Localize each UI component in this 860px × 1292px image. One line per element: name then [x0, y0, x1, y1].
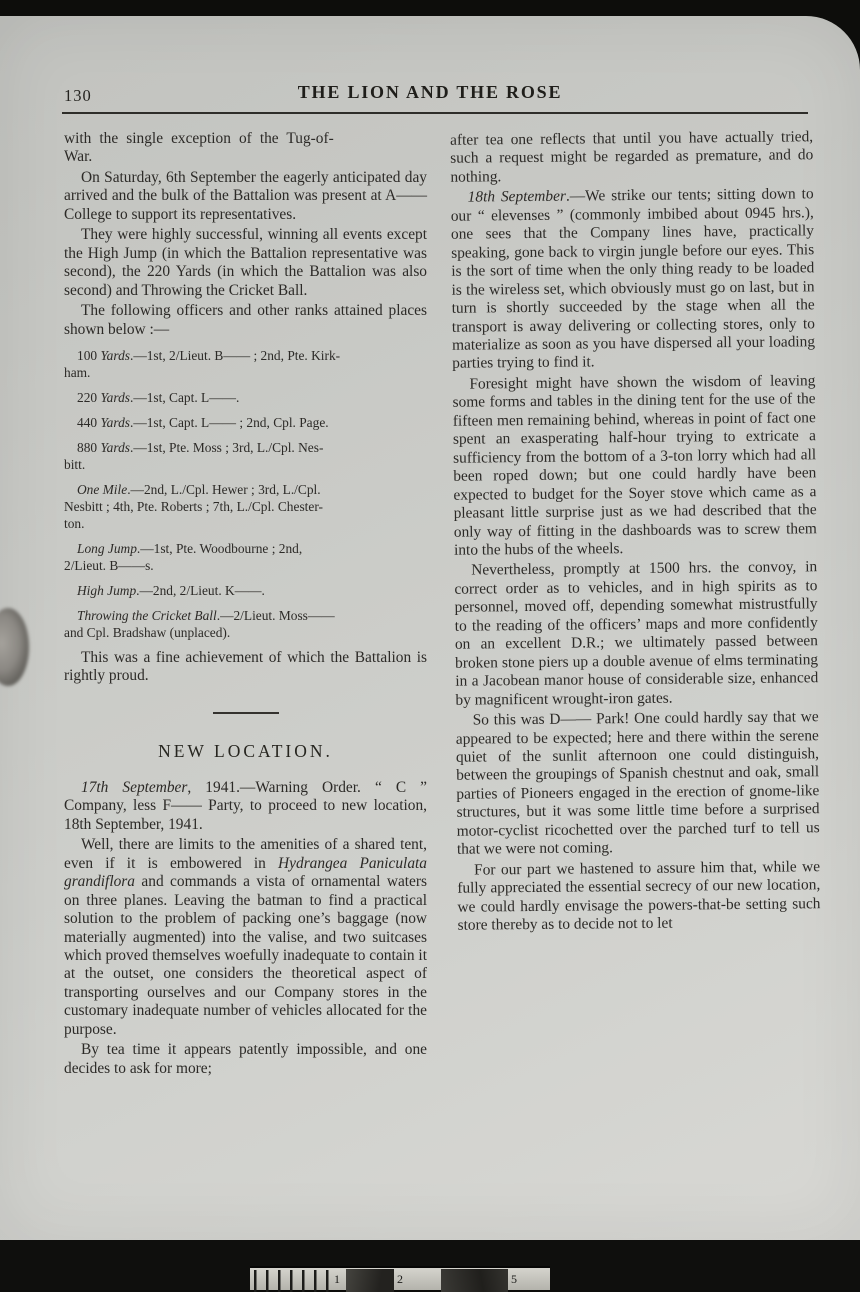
text-columns	[64, 128, 821, 1080]
paragraph: On Saturday, 6th September the eagerly anticipated day arrived and the bulk of the Battalion was present at A—— College to support its representatives.	[64, 168, 427, 223]
ruler-dark-segment	[441, 1269, 508, 1292]
result-entry: Long Jump.—1st, Pte. Woodbourne ; 2nd, 2/Lieut. B——s.	[64, 540, 303, 573]
paragraph: They were highly successful, winning all events except the High Jump (in which the Battalion representative was second), the 220 Yards (in which the Battalion was also second) and Throwing the Cricket Ball.	[64, 226, 427, 299]
ruler-ticks	[254, 1270, 332, 1292]
journal-title: THE LION AND THE ROSE	[297, 82, 563, 102]
paragraph: This was a fine achievement of which the Battalion is rightly proud.	[64, 648, 427, 685]
result-entry: 220 Yards.—1st, Capt. L——.	[77, 389, 240, 405]
paragraph: after tea one reflects that until you have actually tried, such a request might be regarded as premature, and do nothing.	[450, 128, 814, 186]
paragraph: Well, there are limits to the amenities of a shared tent, even if it is embowered in Hydrangea Paniculata grandiflora and commands a vista of ornamental waters on three planes. Leaving the batman to find a practical solution to the problem of packing one’s baggage (now materially augmented) into the valise, and two suitcases which proved themselves woefully inadequate to contain it at the outset, one considers the theoretical aspect of transporting ourselves and our Company stores in the customary inadequate number of vehicles allocated for the purpose.	[64, 836, 427, 1038]
ruler-label: 1	[334, 1272, 340, 1286]
scan-artifact-blob	[0, 608, 29, 686]
paragraph: For our part we hastened to assure him that, while we fully appreciated the essential secrecy of our new location, we could hardly envisage the powers-that-be setting such store thereby as to decide not to let	[457, 857, 821, 934]
paragraph: The following officers and other ranks attained places shown below :—	[64, 302, 427, 338]
left-column	[64, 130, 427, 1080]
paragraph: with the single exception of the Tug-of- War.	[64, 130, 334, 166]
ruler-label: 2	[397, 1272, 403, 1286]
section-heading: NEW LOCATION.	[158, 740, 333, 761]
paragraph: Nevertheless, promptly at 1500 hrs. the convoy, in correct order as to vehicles, and in high spirits as to personnel, moved off, depending somewhat mistrustfully to the reading of the officers’ maps and more confidently on an excellent D.R.; we ultimately passed between broken stone piers up a double avenue of elms terminating in a Jacobean manor house of considerable size, enhanced by magnificent wrought-iron gates.	[454, 558, 819, 709]
result-entry: 880 Yards.—1st, Pte. Moss ; 3rd, L./Cpl. Nes- bitt.	[64, 439, 324, 472]
header-rule	[62, 112, 808, 114]
paragraph: By tea time it appears patently impossible, and one decides to ask for more;	[64, 1041, 427, 1077]
paragraph: 18th September.—We strike our tents; sitting down to our “ elevenses ” (commonly imbibed about 0945 hrs.), one sees that the Company lines have, practically speaking, gone back to virgin jungle before our eyes. This is the sort of time when the only thing ready to be loaded is the wireless set, which obviously must go on last, but in turn is shortly succeeded by the stage when all the transport is away delivering or collecting stores, only to materialize as soon as you have dispersed all your loading parties trying to find it.	[450, 185, 816, 373]
right-column	[450, 128, 822, 1082]
scan-bottom-band	[0, 1240, 860, 1290]
result-entry: High Jump.—2nd, 2/Lieut. K——.	[77, 582, 265, 598]
ruler-label: 5	[511, 1272, 517, 1286]
scale-ruler	[250, 1268, 550, 1290]
result-entry: 100 Yards.—1st, 2/Lieut. B—— ; 2nd, Pte. Kirk- ham.	[64, 347, 341, 380]
paragraph: Foresight might have shown the wisdom of leaving some forms and tables in the dining tent for the use of the fifteen men remaining behind, whereas in point of fact one spent an exasperating half-hour trying to extricate a sufficiency from the bottom of a 3-ton lorry which had all been roped down; but one could hardly have been expected to budget for the Soyer stove which came as a pleasant little surprise just as we had described that the only way of fitting in the dashboards was to screw them into the hubs of the wheels.	[452, 372, 817, 559]
section-divider	[213, 712, 279, 714]
ruler-dark-segment	[346, 1269, 394, 1292]
page-number: 130	[64, 86, 92, 105]
paragraph: 17th September, 1941.—Warning Order. “ C ” Company, less F—— Party, to proceed to new location, 18th September, 1941.	[64, 778, 427, 833]
result-entry: 440 Yards.—1st, Capt. L—— ; 2nd, Cpl. Page.	[77, 414, 329, 430]
page-paper	[0, 16, 860, 1240]
paragraph: So this was D—— Park! One could hardly say that we appeared to be expected; here and there within the serene quiet of the sunlit afternoon one could distinguish, between the groupings of Spanish chestnut and oak, small parties of Pioneers engaged in the erection of gnome-like structures, but it was some little time before a surprised motor-cyclist ricochetted over the parched turf to tell us that we were not coming.	[455, 708, 820, 858]
result-entry: One Mile.—2nd, L./Cpl. Hewer ; 3rd, L./Cpl. Nesbitt ; 4th, Pte. Roberts ; 7th, L./Cpl. Chester- ton.	[64, 481, 323, 531]
result-entry: Throwing the Cricket Ball.—2/Lieut. Moss—— and Cpl. Bradshaw (unplaced).	[64, 607, 335, 640]
